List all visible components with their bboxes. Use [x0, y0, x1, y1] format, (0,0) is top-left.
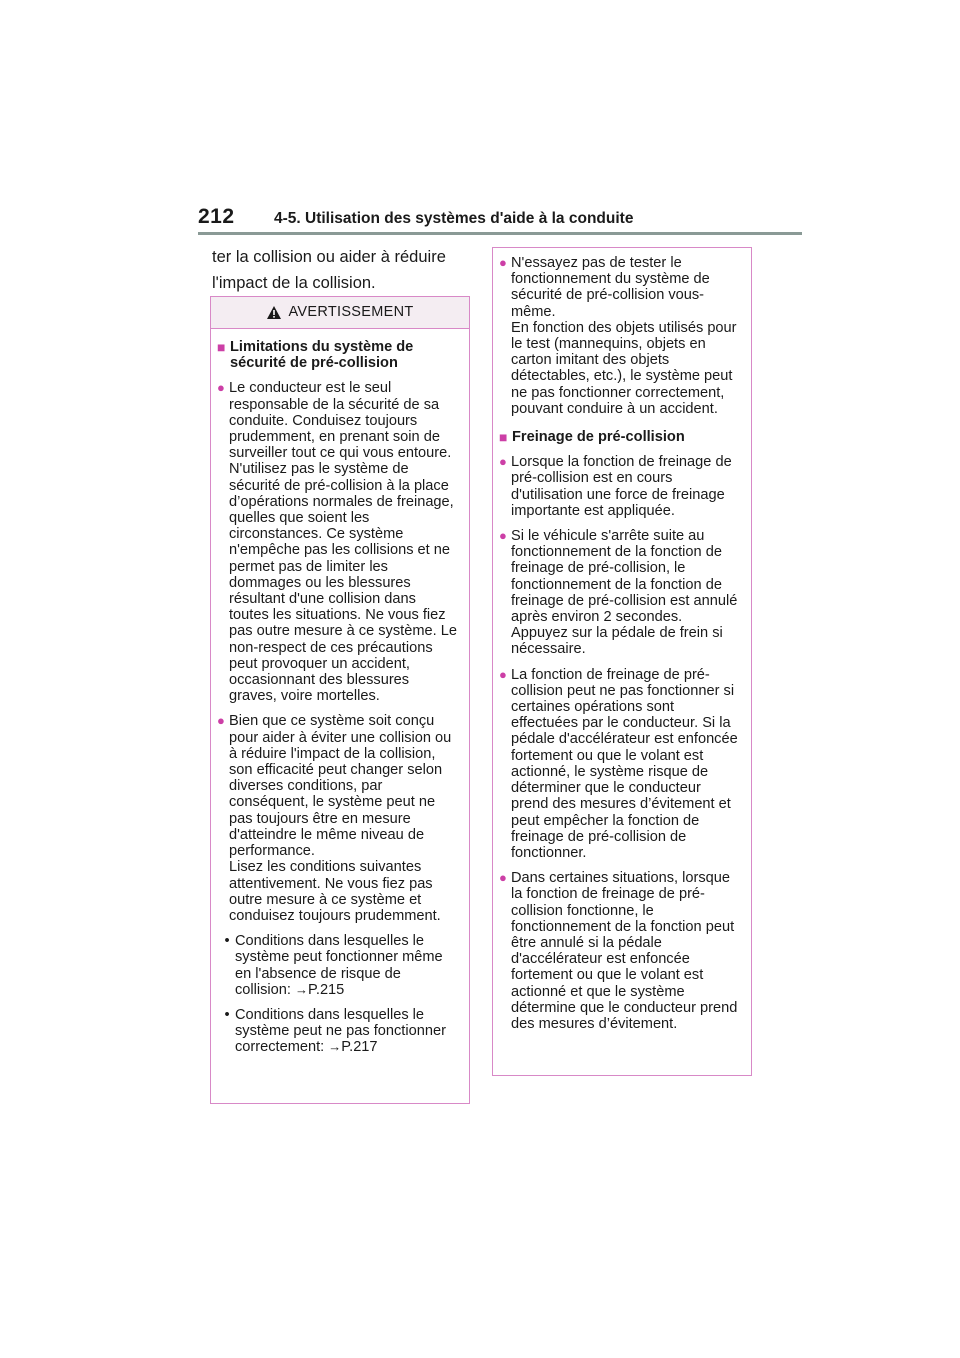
- right-bullet-3-text: La fonction de freinage de pré-collision peut ne pas fonctionner si certaines opérations sont effectuées par le conducteur. Si la pédale d'accélérateur est enfoncée fortement ou que le volant est actionné, le système risque de déterminer que le conducteur prend des mesures d’évitement et peut empêcher la fonction de freinage de pré-collision de fonctionner.: [511, 666, 738, 861]
- page-reference-link[interactable]: P.217: [341, 1039, 378, 1056]
- circle-bullet-icon: ●: [217, 380, 225, 396]
- circle-bullet-icon: ●: [499, 870, 507, 886]
- dot-marker: •: [224, 933, 230, 950]
- circle-bullet-icon: ●: [499, 255, 507, 270]
- warning-item-1: [217, 933, 459, 998]
- warning-box-continued: [492, 247, 752, 1076]
- right-subhead: [499, 429, 741, 445]
- square-icon: ■: [217, 339, 226, 355]
- circle-bullet-icon: ●: [499, 666, 507, 682]
- warning-bullet-2-p2: Lisez les conditions suivantes attentivement. Ne vous fiez pas outre mesure à ce système et conduisez toujours prudemment.: [229, 859, 441, 924]
- warning-item-1-text: Conditions dans lesquelles le système peut fonctionner même en l'absence de risque de collision:: [235, 933, 443, 998]
- page-number: 212: [198, 205, 235, 228]
- right-bullet-2-text: Si le véhicule s'arrête suite au fonctionnement de la fonction de freinage de pré-collision, le fonctionnement de la fonction de freinage de pré-collision est annulé après environ 2 secondes. Appuyez sur la pédale de frein si nécessaire.: [511, 528, 738, 658]
- right-bullet-4: [499, 870, 741, 1032]
- right-bullet-1-text: Lorsque la fonction de freinage de pré-collision est en cours d'utilisation une force de freinage importante est appliquée.: [511, 454, 732, 519]
- warning-box: [210, 296, 470, 1104]
- page-reference-link[interactable]: P.215: [308, 981, 345, 998]
- warning-subhead-text: Limitations du système de sécurité de pré-collision: [230, 339, 414, 372]
- dot-marker: •: [224, 1006, 230, 1023]
- warning-item-2-text: Conditions dans lesquelles le système peut ne pas fonctionner correctement:: [235, 1006, 446, 1056]
- circle-bullet-icon: ●: [499, 528, 507, 544]
- warning-title: AVERTISSEMENT: [288, 304, 414, 321]
- right-bullet-2: [499, 528, 741, 658]
- circle-bullet-icon: ●: [499, 454, 507, 470]
- arrow-right-icon: →: [328, 1039, 342, 1055]
- warning-bullet-1: [217, 380, 459, 704]
- warning-bullet-1-p1: Le conducteur est le seul responsable de la sécurité de sa conduite. Conduisez toujours prudemment, en prenant soin de surveiller tout ce qui vous entoure.: [229, 380, 452, 462]
- intro-text: [212, 244, 474, 296]
- intro-line-1: ter la collision ou aider à réduire: [212, 248, 446, 266]
- square-icon: ■: [499, 429, 508, 446]
- circle-bullet-icon: ●: [217, 713, 225, 729]
- warning-item-2: [217, 1007, 459, 1056]
- warning-header: [211, 297, 469, 329]
- right-bullet-0-p1: N'essayez pas de tester le fonctionnement du système de sécurité de pré-collision vous-même.: [511, 255, 710, 320]
- warning-bullet-2: [217, 713, 459, 924]
- arrow-right-icon: →: [295, 981, 309, 997]
- warning-bullet-1-p2: N'utilisez pas le système de sécurité de pré-collision à la place d’opérations normales de freinage, quelles que soient les circonstances. Ce système n'empêche pas les collisions et ne permet pas de limiter les dommages ou les blessures résultant d'une collision dans toutes les situations. Ne vous fiez pas outre mesure à ce système. Le non-respect de ces précautions peut provoquer un accident, occasionnant des blessures graves, voire mortelles.: [229, 461, 457, 705]
- page-header: [198, 203, 802, 235]
- warning-bullet-2-p1: Bien que ce système soit conçu pour aider à éviter une collision ou à réduire l'impact de la collision, son efficacité peut changer selon diverses conditions, par conséquent, le système peut ne pas toujours être en mesure d'atteindre le même niveau de performance.: [229, 713, 452, 860]
- warning-triangle-icon: [266, 305, 282, 320]
- right-bullet-3: [499, 667, 741, 861]
- right-subhead-text: Freinage de pré-collision: [512, 429, 685, 446]
- right-bullet-0-p2: En fonction des objets utilisés pour le test (mannequins, objets en carton imitant des objets détectables, etc.), le système peut ne pas fonctionner correctement, pouvant conduire à un accident.: [511, 319, 737, 417]
- header-rule: [198, 232, 802, 235]
- intro-line-2: l'impact de la collision.: [212, 274, 376, 292]
- warning-subhead: [217, 339, 459, 371]
- right-bullet-0: [499, 255, 741, 417]
- right-bullet-4-text: Dans certaines situations, lorsque la fonction de freinage de pré-collision fonctionne, le fonctionnement de la fonction peut être annulé si la pédale d'accélérateur est enfoncée fortement ou que le volant est actionné et que le système détermine que le conducteur prend des mesures d’évitement.: [511, 870, 738, 1032]
- section-title: 4-5. Utilisation des systèmes d'aide à la conduite: [274, 210, 634, 227]
- right-bullet-1: [499, 454, 741, 519]
